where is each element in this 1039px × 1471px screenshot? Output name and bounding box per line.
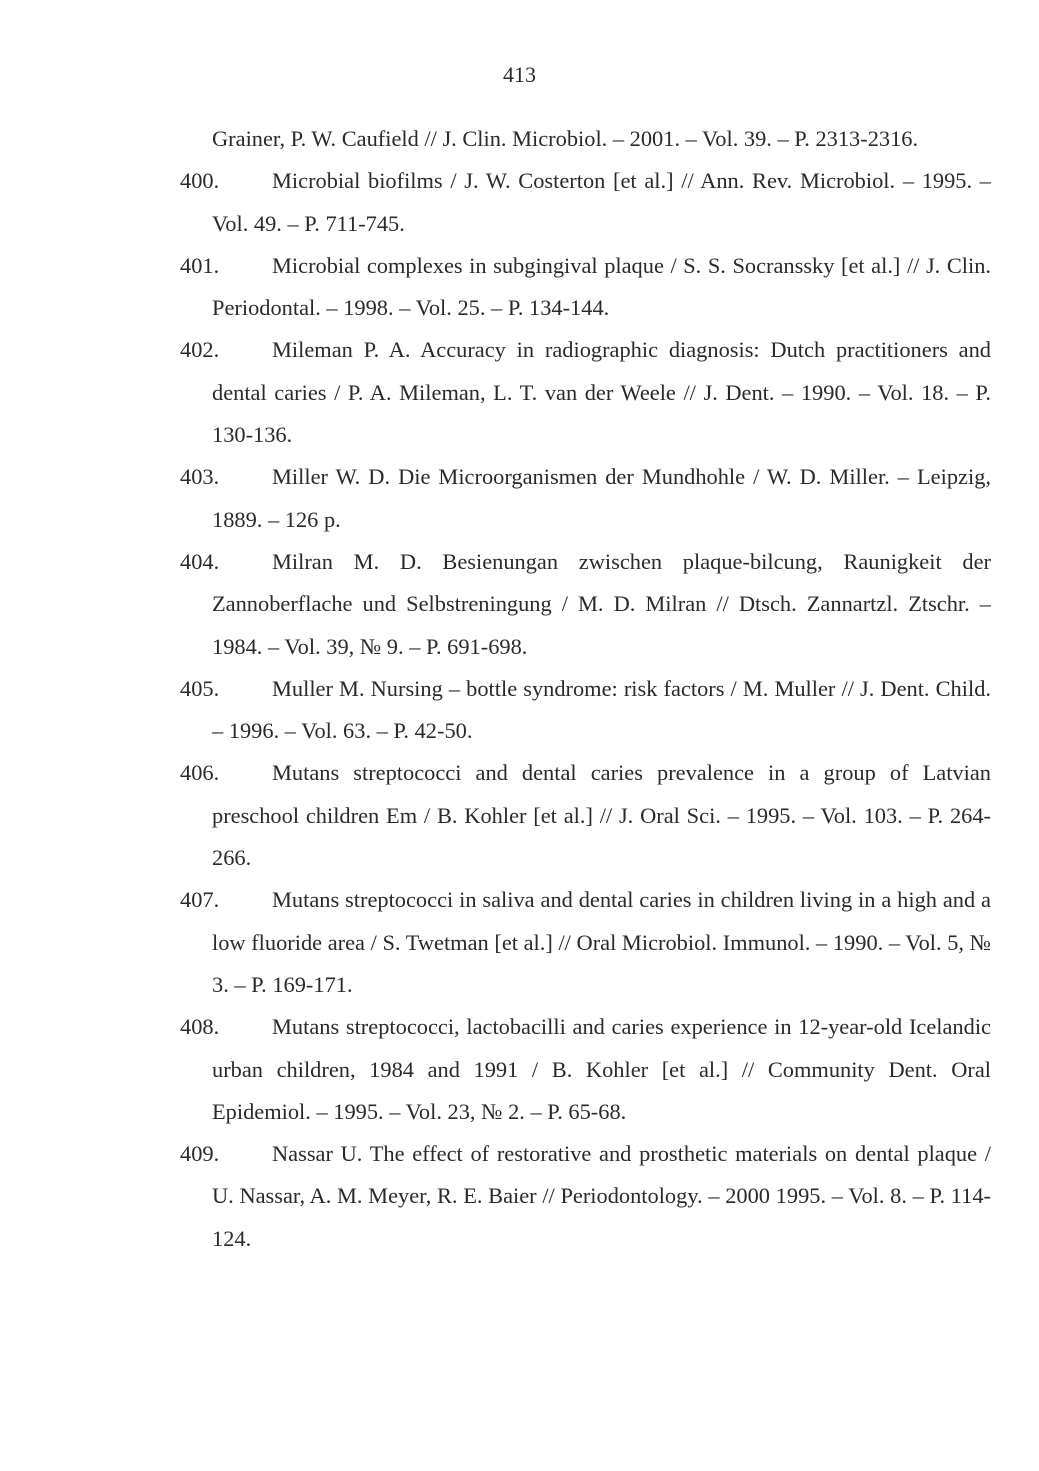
reference-entry <box>180 456 991 541</box>
reference-text: Milran M. D. Besienungan zwischen plaque-bilcung, Raunigkeit der Zannoberflache und Selbstreningung / M. D. Milran // Dtsch. Zannartzl. Ztschr. – 1984. – Vol. 39, № 9. – P. 691-698. <box>212 548 991 659</box>
reference-number: 400. <box>180 168 220 194</box>
reference-text: Muller M. Nursing – bottle syndrome: risk factors / M. Muller // J. Dent. Child. – 1996. – Vol. 63. – P. 42-50. <box>212 675 991 744</box>
reference-number: 407. <box>180 887 220 913</box>
reference-entry <box>180 541 991 668</box>
reference-entry <box>180 1133 991 1260</box>
reference-entry <box>180 1006 991 1133</box>
reference-number: 405. <box>180 675 220 701</box>
reference-number: 401. <box>180 252 220 278</box>
reference-number: 406. <box>180 760 220 786</box>
reference-number: 402. <box>180 337 220 363</box>
reference-text: Grainer, P. W. Caufield // J. Clin. Microbiol. – 2001. – Vol. 39. – P. 2313-2316. <box>212 126 919 151</box>
reference-text: Mutans streptococci, lactobacilli and caries experience in 12-year-old Icelandic urban children, 1984 and 1991 / B. Kohler [et al.] // Community Dent. Oral Epidemiol. – 1995. – Vol. 23, № 2. – P. 65-68. <box>212 1014 991 1124</box>
reference-entry <box>180 160 991 245</box>
reference-entry <box>180 118 991 160</box>
reference-text: Mutans streptococci in saliva and dental caries in children living in a high and a low fluoride area / S. Twetman [et al.] // Oral Microbiol. Immunol. – 1990. – Vol. 5, № 3. – P. 169-171. <box>212 887 991 997</box>
reference-number: 404. <box>180 548 220 574</box>
page-number: 413 <box>503 62 536 87</box>
reference-entry <box>180 329 991 456</box>
reference-entry <box>180 245 991 330</box>
reference-entry <box>180 752 991 879</box>
reference-number: 408. <box>180 1014 220 1040</box>
reference-number: 409. <box>180 1141 220 1167</box>
reference-text: Microbial biofilms / J. W. Costerton [et al.] // Ann. Rev. Microbiol. – 1995. – Vol. 49. – P. 711-745. <box>212 168 991 236</box>
reference-entry <box>180 879 991 1006</box>
reference-text: Miller W. D. Die Microorganismen der Mundhohle / W. D. Miller. – Leipzig, 1889. – 126 p. <box>212 464 991 532</box>
reference-number: 403. <box>180 464 220 490</box>
reference-text: Microbial complexes in subgingival plaque / S. S. Socranssky [et al.] // J. Clin. Periodontal. – 1998. – Vol. 25. – P. 134-144. <box>212 252 991 321</box>
reference-entry <box>180 668 991 753</box>
reference-text: Mutans streptococci and dental caries prevalence in a group of Latvian preschool children Em / B. Kohler [et al.] // J. Oral Sci. – 1995. – Vol. 103. – P. 264-266. <box>212 760 991 871</box>
reference-list <box>180 118 991 1260</box>
reference-text: Mileman P. A. Accuracy in radiographic diagnosis: Dutch practitioners and dental caries / P. A. Mileman, L. T. van der Weele // J. Dent. – 1990. – Vol. 18. – P. 130-136. <box>212 337 991 448</box>
reference-text: Nassar U. The effect of restorative and prosthetic materials on dental plaque / U. Nassar, A. M. Meyer, R. E. Baier // Periodontology. – 2000 1995. – Vol. 8. – P. 114-124. <box>212 1141 991 1251</box>
